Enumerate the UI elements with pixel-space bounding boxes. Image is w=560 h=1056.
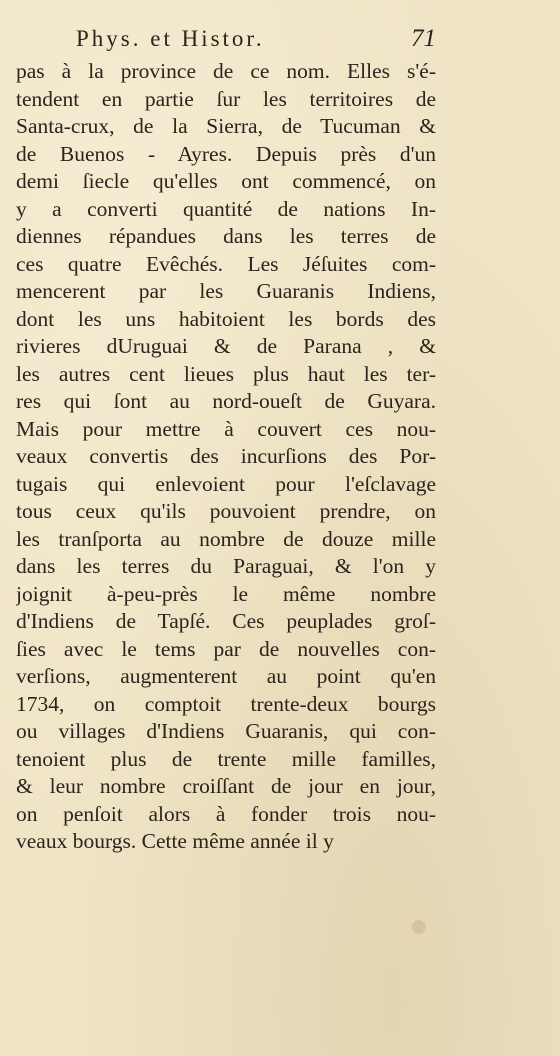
text-line: dont les uns habitoient les bords des xyxy=(16,306,436,331)
text-line: les tranſporta au nombre de douze mille xyxy=(16,526,436,551)
text-line: & leur nombre croiſſant de jour en jour, xyxy=(16,774,436,798)
text-line: diennes répandues dans les terres de xyxy=(16,224,436,248)
text-line: veaux bourgs. Cette même année il y xyxy=(16,829,334,853)
text-line: ou villages d'Indiens Guaranis, qui con- xyxy=(16,719,436,743)
running-title: Phys. et Histor. xyxy=(76,26,265,51)
page-number: 71 xyxy=(411,25,436,52)
text-line: tendent en partie ſur les territoires de xyxy=(16,86,436,111)
running-head xyxy=(76,25,436,58)
text-line: demi ſiecle qu'elles ont commencé, on xyxy=(16,169,436,193)
text-line: Santa-crux, de la Sierra, de Tucuman & xyxy=(16,114,436,138)
text-line: y a converti quantité de nations In- xyxy=(16,196,436,221)
text-line: veaux convertis des incurſions des Por- xyxy=(16,444,436,468)
text-line: les autres cent lieues plus haut les ter- xyxy=(16,361,436,386)
text-line: Mais pour mettre à couvert ces nou- xyxy=(16,416,436,441)
text-line: ces quatre Evêchés. Les Jéſuites com- xyxy=(16,251,436,276)
text-line: joignit à-peu-près le même nombre xyxy=(16,581,436,606)
text-line: mencerent par les Guaranis Indiens, xyxy=(16,279,436,303)
text-line: de Buenos - Ayres. Depuis près d'un xyxy=(16,141,436,166)
text-line: res qui ſont au nord-oueſt de Guyara. xyxy=(16,389,436,413)
text-line: on penſoit alors à fonder trois nou- xyxy=(16,801,436,826)
text-line: pas à la province de ce nom. Elles s'é- xyxy=(16,59,436,83)
body-text xyxy=(16,58,436,856)
text-line: d'Indiens de Tapſé. Ces peuplades groſ- xyxy=(16,609,436,633)
paper-spot xyxy=(412,920,426,934)
text-line: 1734, on comptoit trente-deux bourgs xyxy=(16,691,436,716)
text-line: tous ceux qu'ils pouvoient prendre, on xyxy=(16,499,436,523)
text-line: tugais qui enlevoient pour l'eſclavage xyxy=(16,471,436,496)
text-line: dans les terres du Paraguai, & l'on y xyxy=(16,554,436,578)
text-line: ſies avec le tems par de nouvelles con- xyxy=(16,636,436,661)
text-line: verſions, augmenterent au point qu'en xyxy=(16,664,436,688)
text-line: rivieres dUruguai & de Parana , & xyxy=(16,334,436,358)
text-line: tenoient plus de trente mille familles, xyxy=(16,746,436,771)
